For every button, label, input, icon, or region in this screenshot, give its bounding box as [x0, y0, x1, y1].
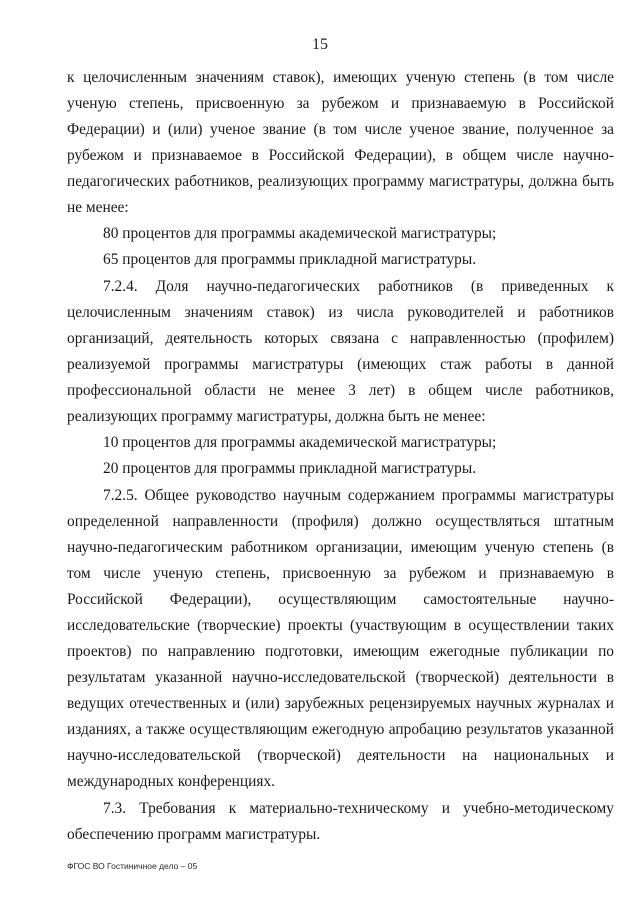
paragraph-academic-80: 80 процентов для программы академической магистратуры; [103, 225, 497, 242]
paragraph-7-2-5: 7.2.5. Общее руководство научным содержанием программы магистратуры определенной направленности (профиля) должно осуществляться штатным научно-педагогическим работником организации, имеющим ученую степень (в том числе ученую степень, присвоенную за рубежом и признаваемую в Российской Федерации), осуществляющим самостоятельные научно-исследовательские (творческие) проекты (участвующим в осуществлении таких проектов) по направлению подготовки, имеющим ежегодные публикации по результатам указанной научно-исследовательской (творческой) деятельности в ведущих отечественных и (или) зарубежных рецензируемых научных журналах и изданиях, а также осуществляющим ежегодную апробацию результатов указанной научно-исследовательской (творческой) деятельности на национальных и международных конференциях. [67, 487, 614, 790]
document-body [67, 65, 614, 848]
paragraph-applied-65: 65 процентов для программы прикладной магистратуры. [103, 251, 477, 268]
paragraph-7-3: 7.3. Требования к материально-техническому и учебно-методическому обеспечению программ магистратуры. [67, 800, 614, 843]
page-footer: ФГОС ВО Гостиничное дело – 05 [67, 861, 198, 871]
paragraph-7-2-4: 7.2.4. Доля научно-педагогических работников (в приведенных к целочисленным значениям ставок) из числа руководителей и работников организаций, деятельность которых связана с направленностью (профилем) реализуемой программы магистратуры (имеющих стаж работы в данной профессиональной области не менее 3 лет) в общем числе работников, реализующих программу магистратуры, должна быть не менее: [67, 278, 614, 425]
paragraph-academic-10: 10 процентов для программы академической магистратуры; [103, 434, 497, 451]
paragraph-applied-20: 20 процентов для программы прикладной магистратуры. [103, 460, 477, 477]
paragraph-staff-degree-share: к целочисленным значениям ставок), имеющих ученую степень (в том числе ученую степень, присвоенную за рубежом и признаваемую в Российской Федерации) и (или) ученое звание (в том числе ученое звание, полученное за рубежом и признаваемое в Российской Федерации), в общем числе научно-педагогических работников, реализующих программу магистратуры, должна быть не менее: [67, 69, 614, 216]
page-number: 15 [312, 36, 328, 53]
